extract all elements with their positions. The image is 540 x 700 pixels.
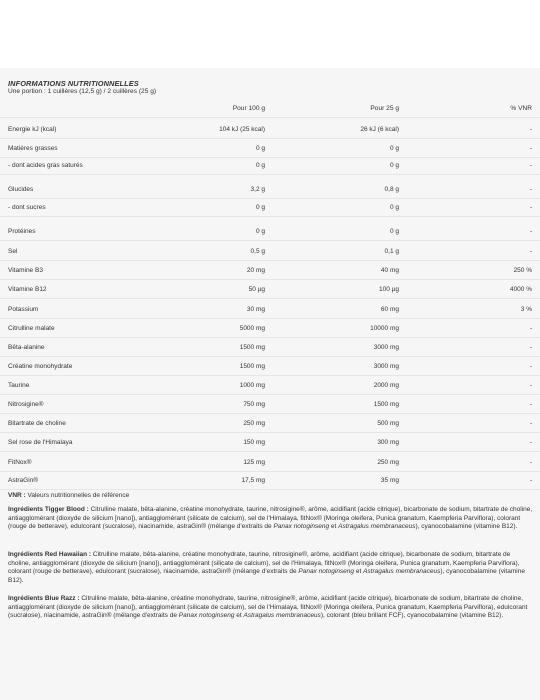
vnr-note-label: VNR : <box>8 492 26 499</box>
row-value-per-25g: 3000 mg <box>373 344 399 351</box>
ingredients-italic: Astragalus membranaceus <box>338 523 416 531</box>
row-value-per-25g: 250 mg <box>377 459 399 466</box>
row-divider <box>0 432 540 433</box>
row-value-per-25g: 100 µg <box>378 286 399 293</box>
row-value-per-25g: 0,1 g <box>384 248 399 255</box>
ingredients-blue-razz <box>8 595 534 621</box>
row-value-per-25g: 0 g <box>389 228 399 235</box>
row-value-per-100g: 50 µg <box>248 286 265 293</box>
row-value-vnr: - <box>529 228 532 235</box>
row-label: - dont acides gras saturés <box>8 162 83 169</box>
row-value-per-100g: 0 g <box>255 162 265 169</box>
row-label: Bêta-alanine <box>8 344 45 351</box>
row-value-per-100g: 1500 mg <box>239 344 265 351</box>
row-value-vnr: - <box>529 248 532 255</box>
row-label: Citrulline malate <box>8 325 55 332</box>
header-divider <box>0 117 540 118</box>
row-label: Créatine monohydrate <box>8 363 73 370</box>
row-value-vnr: - <box>529 459 532 466</box>
ingredients-red-hawaiian <box>8 551 534 586</box>
row-value-vnr: 4000 % <box>509 286 532 293</box>
table-row <box>0 325 540 341</box>
row-value-per-100g: 20 mg <box>246 267 265 274</box>
row-value-vnr: - <box>529 363 532 370</box>
row-value-per-25g: 1500 mg <box>373 401 399 408</box>
row-divider <box>0 279 540 280</box>
table-row <box>0 186 540 202</box>
row-value-per-100g: 0 g <box>255 204 265 211</box>
row-value-per-25g: 40 mg <box>380 267 399 274</box>
row-label: Matières grasses <box>8 145 58 152</box>
row-value-per-25g: 0 g <box>389 145 399 152</box>
row-value-vnr: - <box>529 401 532 408</box>
row-value-per-25g: 0,8 g <box>384 186 399 193</box>
row-divider <box>0 157 540 158</box>
column-header-per-100g: Pour 100 g <box>232 105 265 112</box>
row-value-vnr: - <box>529 382 532 389</box>
nutrition-title: INFORMATIONS NUTRITIONNELLES <box>8 79 139 88</box>
ingredients-heading: Ingrédients Blue Razz : <box>8 595 80 602</box>
row-divider <box>0 394 540 395</box>
ingredients-text: Citrulline malate, bêta-alanine, créatine monohydrate, taurine, nitrosigine®, arôme, acidifiant (acide citrique), bicarbonate de sodium, bitartrate de choline, antiagglomérant (dioxyde de silicium [nano]), antiagglomérant (silicate de calcium), sel de l'Himalaya, fitNox® (Moringa oleifera, Punica granatum, Kaempferia Parviflora), colorant (rouge de betterave), edulcorant (sucralose), niacinamide, astraGin® (mélange d'extraits de <box>8 551 520 576</box>
row-label: Bitartrate de choline <box>8 420 66 427</box>
column-header-per-25g: Pour 25 g <box>370 105 399 112</box>
table-row <box>0 363 540 379</box>
row-label: Sel rose de l'Himalaya <box>8 439 73 446</box>
row-value-vnr: - <box>529 325 532 332</box>
row-value-per-100g: 1500 mg <box>239 363 265 370</box>
ingredients-italic: Panax notoginseng <box>273 523 330 531</box>
row-divider <box>0 413 540 414</box>
row-value-vnr: - <box>529 420 532 427</box>
table-row <box>0 459 540 475</box>
row-label: Taurine <box>8 382 30 389</box>
ingredients-italic: Astragalus membranaceus <box>363 568 441 576</box>
column-header-vnr: % VNR <box>510 105 532 112</box>
row-value-vnr: 3 % <box>520 306 532 313</box>
row-value-per-100g: 0 g <box>255 145 265 152</box>
row-value-vnr: - <box>529 204 532 211</box>
row-divider <box>0 298 540 299</box>
row-value-per-25g: 35 mg <box>380 477 399 484</box>
row-label: FitNox® <box>8 459 32 466</box>
row-value-per-25g: 300 mg <box>377 439 399 446</box>
table-row <box>0 306 540 322</box>
row-value-vnr: - <box>529 186 532 193</box>
row-label: AstraGin® <box>8 477 39 484</box>
table-row <box>0 126 540 142</box>
table-row <box>0 344 540 360</box>
row-value-per-100g: 750 mg <box>243 401 265 408</box>
row-divider <box>0 216 540 217</box>
table-row <box>0 401 540 417</box>
row-label: - dont sucres <box>8 204 46 211</box>
row-divider <box>0 174 540 175</box>
ingredients-italic: Astragalus membranaceus <box>243 612 321 620</box>
vnr-note-text: Valeurs nutritionnelles de référence <box>25 492 130 499</box>
row-value-per-100g: 3,2 g <box>250 186 265 193</box>
row-value-vnr: - <box>529 439 532 446</box>
table-row <box>0 204 540 220</box>
row-value-per-100g: 5000 mg <box>239 325 265 332</box>
ingredients-heading: Ingrédients Red Hawaiian : <box>8 551 92 558</box>
table-row <box>0 477 540 493</box>
row-label: Vitamine B12 <box>8 286 47 293</box>
row-label: Glucides <box>8 186 34 193</box>
row-divider <box>0 337 540 338</box>
row-label: Energie kJ (kcal) <box>8 126 57 133</box>
row-value-vnr: - <box>529 126 532 133</box>
ingredients-tigger-blood <box>8 506 534 532</box>
row-value-per-100g: 250 mg <box>243 420 265 427</box>
table-row <box>0 267 540 283</box>
row-divider <box>0 375 540 376</box>
row-divider <box>0 489 540 490</box>
row-value-per-100g: 104 kJ (25 kcal) <box>219 126 265 133</box>
table-row <box>0 420 540 436</box>
table-row <box>0 382 540 398</box>
row-value-vnr: - <box>529 162 532 169</box>
table-row <box>0 228 540 244</box>
vnr-note <box>8 492 129 499</box>
table-row <box>0 248 540 264</box>
row-value-vnr: 250 % <box>513 267 532 274</box>
row-label: Vitamine B3 <box>8 267 43 274</box>
row-value-per-25g: 3000 mg <box>373 363 399 370</box>
row-value-per-100g: 30 mg <box>246 306 265 313</box>
row-divider <box>0 471 540 472</box>
row-label: Potassium <box>8 306 39 313</box>
ingredients-italic: Panax notoginseng <box>298 568 355 576</box>
row-value-per-100g: 17,5 mg <box>241 477 265 484</box>
row-value-per-25g: 2000 mg <box>373 382 399 389</box>
row-value-per-100g: 0,5 g <box>250 248 265 255</box>
row-value-per-100g: 150 mg <box>243 439 265 446</box>
table-row <box>0 162 540 178</box>
portion-text: Une portion : 1 cuillères (12,5 g) / 2 cuillères (25 g) <box>8 88 157 95</box>
table-row <box>0 145 540 161</box>
ingredients-text: ), cyanocobalamine (vitamine B12). <box>415 523 518 531</box>
table-row <box>0 286 540 302</box>
row-divider <box>0 356 540 357</box>
row-divider <box>0 318 540 319</box>
table-row <box>0 439 540 455</box>
row-value-per-100g: 1000 mg <box>239 382 265 389</box>
ingredients-text: Citrulline malate, bêta-alanine, créatine monohydrate, taurine, nitrosigine®, arôme, acidifiant (acide citrique), bicarbonate de sodium, bitartrate de choline, antiagglomérant (dioxyde de silicium [nano]), antiagglomérant (silicate de calcium), sel de l'Himalaya, fitNox® (Moringa oleifera, Punica granatum, Kaempferia Parviflora), colorant (rouge de betterave), edulcorant (sucralose), niacinamide, astraGin® (mélange d'extraits de <box>8 506 533 531</box>
ingredients-text: ), colorant (bleu brillant FCF), cyanocobalamine (vitamine B12). <box>320 612 504 620</box>
ingredients-text: Citrulline malate, bêta-alanine, créatine monohydrate, taurine, nitrosigine®, arôme, acidifiant (acide citrique), bicarbonate de sodium, bitartrate de choline, antiagglomérant (dioxyde de silicium [nano]), antiagglomérant (silicate de calcium), sel de l'Himalaya, fitNox® (Moringa oleifera, Punica granatum, Kaempferia Parviflora), edulcorant (sucralose), niacinamide, astraGin® (mélange d'extraits de <box>8 595 528 620</box>
row-label: Sel <box>8 248 18 255</box>
row-divider <box>0 198 540 199</box>
row-value-vnr: - <box>529 344 532 351</box>
row-value-per-25g: 60 mg <box>380 306 399 313</box>
row-value-per-25g: 26 kJ (6 kcal) <box>360 126 399 133</box>
row-value-per-100g: 0 g <box>255 228 265 235</box>
ingredients-text: ), cyanocobalamine (vitamine B12). <box>8 568 525 585</box>
row-label: Protéines <box>8 228 36 235</box>
row-value-per-25g: 0 g <box>389 162 399 169</box>
ingredients-text: et <box>354 568 364 576</box>
row-divider <box>0 451 540 452</box>
ingredients-text: et <box>329 523 339 531</box>
row-value-vnr: - <box>529 477 532 484</box>
row-divider <box>0 260 540 261</box>
ingredients-heading: Ingrédients Tigger Blood : <box>8 506 89 513</box>
row-value-vnr: - <box>529 145 532 152</box>
row-value-per-25g: 500 mg <box>377 420 399 427</box>
ingredients-text: et <box>234 612 244 620</box>
row-divider <box>0 240 540 241</box>
row-value-per-25g: 0 g <box>389 204 399 211</box>
row-value-per-25g: 10000 mg <box>370 325 399 332</box>
row-label: Nitrosigine® <box>8 401 44 408</box>
row-value-per-100g: 125 mg <box>243 459 265 466</box>
row-divider <box>0 138 540 139</box>
ingredients-italic: Panax notoginseng <box>178 612 235 620</box>
